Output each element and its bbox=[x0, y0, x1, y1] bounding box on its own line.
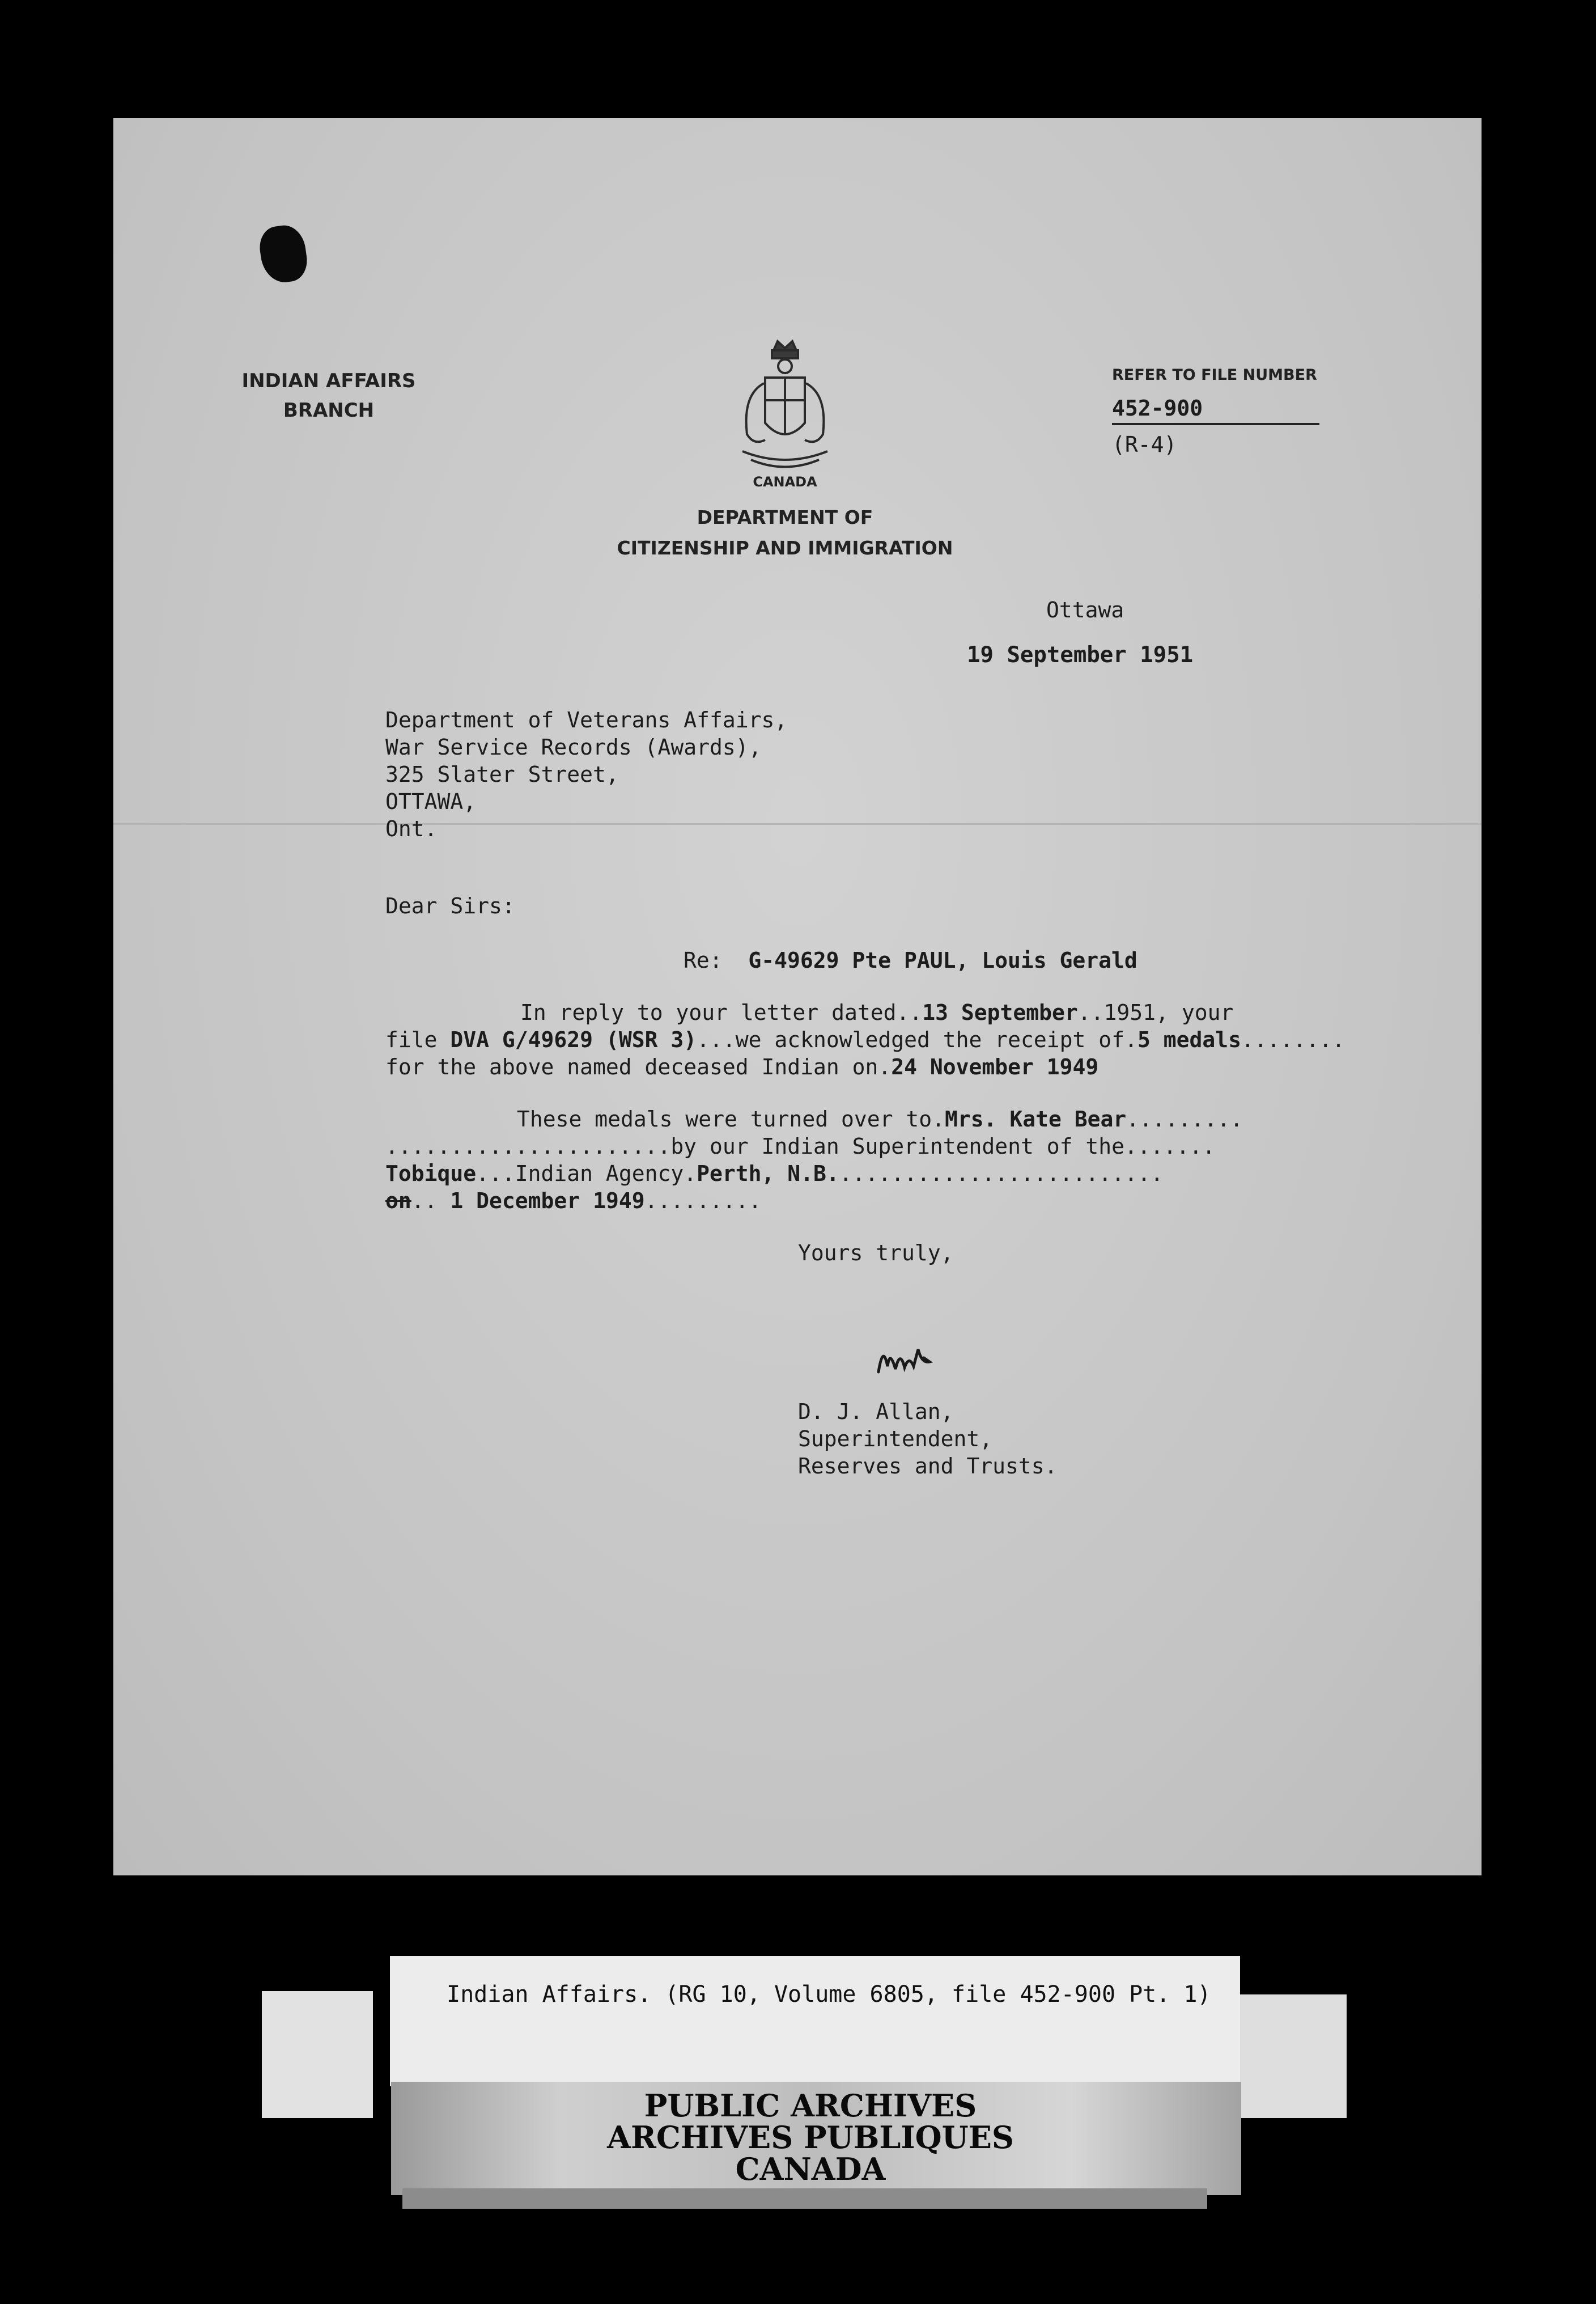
filled-agency: Tobique bbox=[385, 1161, 477, 1186]
subject-line bbox=[684, 947, 1137, 974]
signatory-title: Superintendent, bbox=[798, 1426, 993, 1451]
dot-leader: . bbox=[878, 1054, 892, 1079]
address-line: 325 Slater Street, bbox=[385, 762, 619, 787]
archives-stamp bbox=[567, 2087, 1054, 2187]
dot-leader: . bbox=[932, 1107, 945, 1132]
signature-block bbox=[798, 1398, 1058, 1480]
dot-leader: ......................... bbox=[839, 1161, 1164, 1186]
paragraph-2-line-3 bbox=[385, 1160, 1164, 1187]
typed-text: In reply to your letter dated bbox=[520, 1000, 897, 1025]
subject-label: Re: bbox=[684, 948, 723, 973]
archive-citation-card bbox=[390, 1956, 1240, 2086]
salutation: Dear Sirs: bbox=[385, 893, 515, 918]
file-subnumber: (R-4) bbox=[1112, 432, 1177, 457]
dot-leader: ......... bbox=[644, 1188, 762, 1213]
letter-city: Ottawa bbox=[1046, 598, 1124, 622]
typed-text: ...we acknowledged the receipt of bbox=[697, 1027, 1125, 1052]
department-heading bbox=[567, 502, 1003, 564]
address-line: War Service Records (Awards), bbox=[385, 735, 762, 760]
signatory-name: D. J. Allan, bbox=[798, 1399, 954, 1424]
filled-count: 5 medals bbox=[1137, 1027, 1241, 1052]
typed-text: These medals were turned over to bbox=[517, 1107, 932, 1132]
archive-tag-right bbox=[1231, 1994, 1347, 2118]
paragraph-2-line-4 bbox=[385, 1187, 761, 1214]
filled-date: 1 December 1949 bbox=[450, 1188, 645, 1213]
archive-citation: Indian Affairs. (RG 10, Volume 6805, file 452-900 Pt. 1) bbox=[447, 1981, 1211, 2007]
letter-date: 19 September 1951 bbox=[967, 642, 1194, 668]
branch-line-2: BRANCH bbox=[283, 399, 375, 422]
paragraph-2-line-1 bbox=[517, 1106, 1243, 1133]
address-line: Department of Veterans Affairs, bbox=[385, 708, 788, 732]
typed-text: ...Indian Agency. bbox=[476, 1161, 697, 1186]
dot-leader: . bbox=[1124, 1027, 1137, 1052]
signatory-title: Reserves and Trusts. bbox=[798, 1454, 1058, 1479]
filled-date: 13 September bbox=[922, 1000, 1078, 1025]
archive-tape-strip bbox=[402, 2188, 1207, 2209]
stamp-line-3: CANADA bbox=[735, 2151, 886, 2187]
dot-leader: .. bbox=[896, 1000, 923, 1025]
paragraph-1-line-1 bbox=[520, 999, 1233, 1026]
dot-leader: ......... bbox=[1126, 1107, 1243, 1132]
recipient-address bbox=[385, 706, 787, 842]
stamp-line-2: ARCHIVES PUBLIQUES bbox=[607, 2119, 1014, 2155]
filled-date: 24 November 1949 bbox=[891, 1054, 1099, 1079]
filled-file-ref: DVA G/49629 (WSR 3) bbox=[450, 1027, 697, 1052]
refer-to-file-label: REFER TO FILE NUMBER bbox=[1112, 366, 1317, 384]
file-number: 452-900 bbox=[1112, 396, 1319, 425]
branch-line-1: INDIAN AFFAIRS bbox=[241, 370, 416, 392]
handwritten-initials-icon bbox=[873, 1332, 986, 1389]
filled-recipient: Mrs. Kate Bear bbox=[944, 1107, 1127, 1132]
dot-leader: ........ bbox=[1241, 1027, 1345, 1052]
paragraph-1-line-2 bbox=[385, 1026, 1345, 1053]
dot-leader: .. bbox=[411, 1188, 451, 1213]
paragraph-2-line-2: ......................by our Indian Superintendent of the....... bbox=[385, 1134, 1216, 1159]
archive-tag-left bbox=[262, 1991, 373, 2118]
closing: Yours truly, bbox=[798, 1240, 954, 1265]
department-line-1: DEPARTMENT OF bbox=[697, 506, 873, 528]
fold-line bbox=[113, 823, 1482, 825]
typed-text: file bbox=[385, 1027, 438, 1052]
branch-heading bbox=[227, 366, 431, 425]
typed-text: 1951, your bbox=[1103, 1000, 1234, 1025]
struck-prefix: on bbox=[385, 1188, 411, 1213]
subject-text: G-49629 Pte PAUL, Louis Gerald bbox=[748, 948, 1137, 973]
address-line: OTTAWA, bbox=[385, 789, 477, 814]
address-line: Ont. bbox=[385, 816, 438, 841]
filled-place: Perth, N.B. bbox=[697, 1161, 839, 1186]
stamp-line-1: PUBLIC ARCHIVES bbox=[644, 2087, 977, 2124]
canada-coat-of-arms-icon bbox=[731, 338, 839, 474]
dot-leader: .. bbox=[1077, 1000, 1104, 1025]
country-label: CANADA bbox=[753, 474, 817, 490]
department-line-2: CITIZENSHIP AND IMMIGRATION bbox=[617, 537, 953, 559]
paragraph-1-line-3 bbox=[385, 1053, 1098, 1081]
typed-text: for the above named deceased Indian on bbox=[385, 1054, 878, 1079]
